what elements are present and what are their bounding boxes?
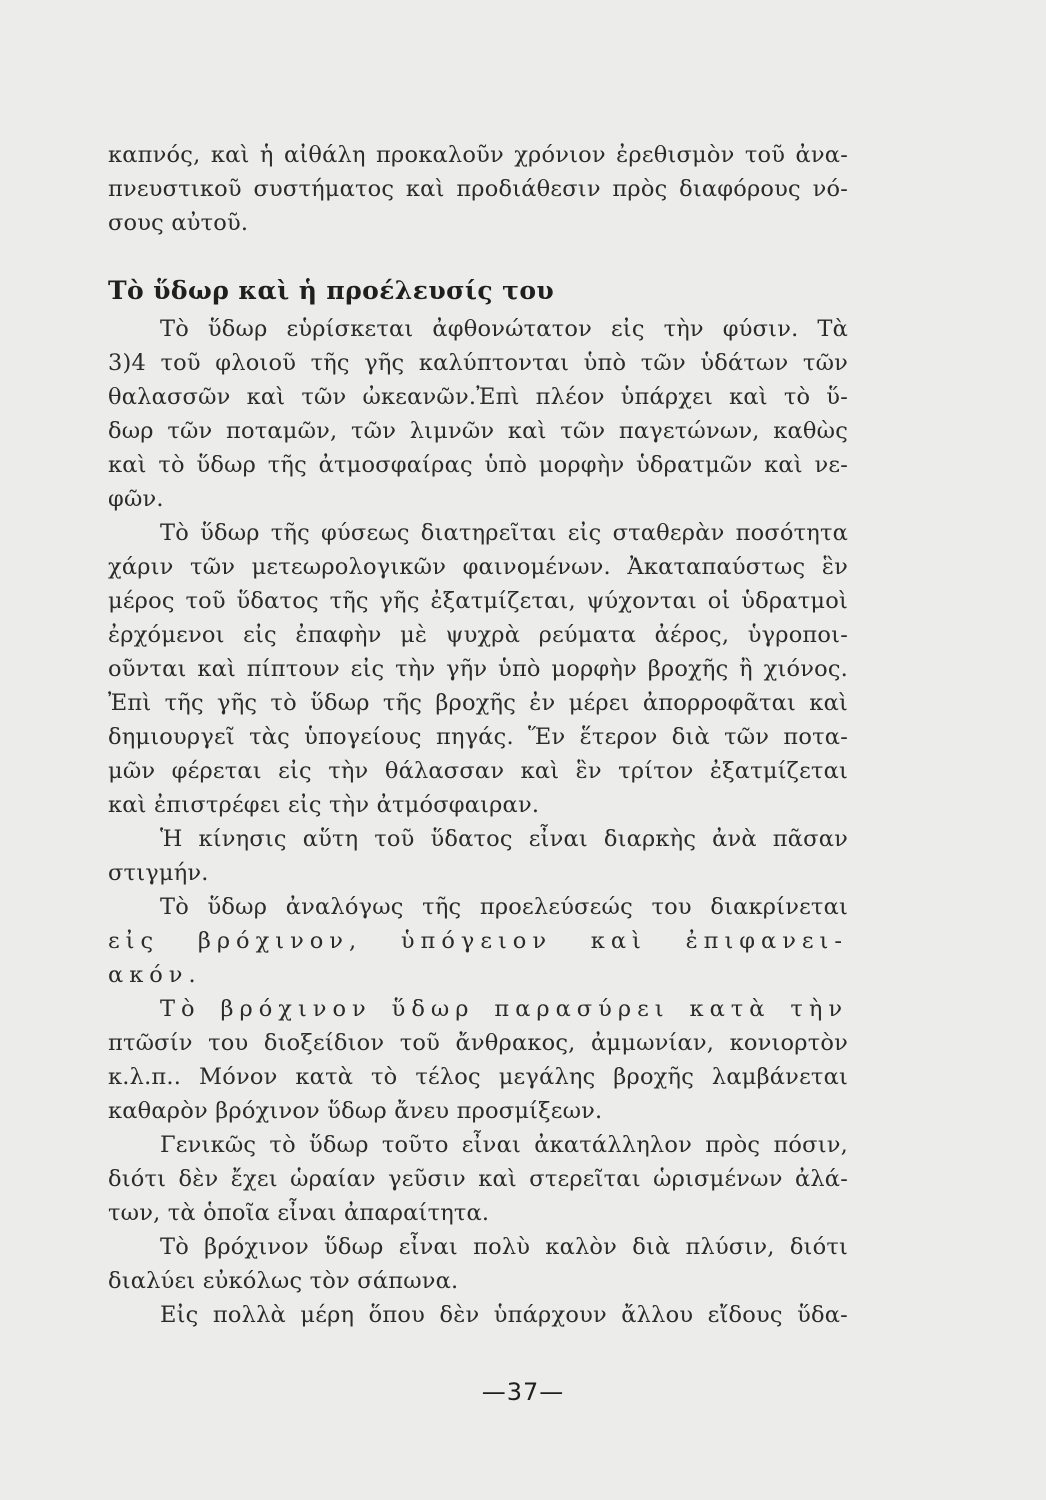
body-line-14: μῶν φέρεται εἰς τὴν θάλασσαν καὶ ἓν τρίτον ἐξατμίζεται [108,758,848,784]
book-page [108,138,848,1332]
intro-line-2: πνευστικοῦ συστήματος καὶ προδιάθεσιν πρὸς διαφόρους νό- [108,176,848,202]
body-line-11: οῦνται καὶ πίπτουν εἰς τὴν γῆν ὑπὸ μορφὴν βροχῆς ἢ χιόνος. [108,656,848,682]
body-line-17: στιγμήν. [108,860,209,886]
body-line-3: θαλασσῶν καὶ τῶν ὠκεανῶν.Ἐπὶ πλέον ὑπάρχει καὶ τὸ ὕ- [108,384,848,410]
intro-line-3: σους αὐτοῦ. [108,210,249,236]
body-line-12: Ἐπὶ τῆς γῆς τὸ ὕδωρ τῆς βροχῆς ἐν μέρει ἀπορροφᾶται καὶ [108,690,848,716]
body-line-19: εἰς βρόχινον, ὑπόγειον καὶ ἐπιφανει- [108,928,848,954]
body-line-6: φῶν. [108,486,164,512]
body-line-28: Τὸ βρόχινον ὕδωρ εἶναι πολὺ καλὸν διὰ πλύσιν, διότι [160,1234,848,1260]
body-line-20: ακόν. [108,962,202,988]
body-line-18: Τὸ ὕδωρ ἀναλόγως τῆς προελεύσεώς του διακρίνεται [160,894,848,920]
body-line-29: διαλύει εὐκόλως τὸν σάπωνα. [108,1268,459,1294]
body-line-7: Τὸ ὕδωρ τῆς φύσεως διατηρεῖται εἰς σταθερὰν ποσότητα [160,520,848,546]
body-line-15: καὶ ἐπιστρέφει εἰς τὴν ἀτμόσφαιραν. [108,792,540,818]
body-line-26: διότι δὲν ἔχει ὡραίαν γεῦσιν καὶ στερεῖται ὡρισμένων ἀλά- [108,1166,848,1192]
body-line-21: Τὸ βρόχινον ὕδωρ παρασύρει κατὰ τὴν [160,996,848,1022]
body-line-5: καὶ τὸ ὕδωρ τῆς ἀτμοσφαίρας ὑπὸ μορφὴν ὑδρατμῶν καὶ νε- [108,452,848,478]
intro-line-1: καπνός, καὶ ἡ αἰθάλη προκαλοῦν χρόνιον ἐρεθισμὸν τοῦ ἀνα- [108,142,848,168]
body-line-25: Γενικῶς τὸ ὕδωρ τοῦτο εἶναι ἀκατάλληλον πρὸς πόσιν, [160,1132,848,1158]
body-line-23: κ.λ.π.. Μόνον κατὰ τὸ τέλος μεγάλης βροχῆς λαμβάνεται [108,1064,848,1090]
body-line-9: μέρος τοῦ ὕδατος τῆς γῆς ἐξατμίζεται, ψύχονται οἱ ὑδρατμοὶ [108,588,848,614]
body-line-4: δωρ τῶν ποταμῶν, τῶν λιμνῶν καὶ τῶν παγετώνων, καθὼς [108,418,848,444]
body-line-16: Ἡ κίνησις αὕτη τοῦ ὕδατος εἶναι διαρκὴς ἀνὰ πᾶσαν [160,826,848,852]
page-number: —37— [481,1378,565,1406]
body-line-24: καθαρὸν βρόχινον ὕδωρ ἄνευ προσμίξεων. [108,1098,603,1124]
body-line-27: των, τὰ ὁποῖα εἶναι ἀπαραίτητα. [108,1200,490,1226]
section-heading: Τὸ ὕδωρ καὶ ἡ προέλευσίς του [108,276,555,305]
body-line-2: 3)4 τοῦ φλοιοῦ τῆς γῆς καλύπτονται ὑπὸ τῶν ὑδάτων τῶν [108,350,848,376]
body-line-1: Τὸ ὕδωρ εὑρίσκεται ἀφθονώτατον εἰς τὴν φύσιν. Τὰ [160,316,848,342]
body-line-10: ἐρχόμενοι εἰς ἐπαφὴν μὲ ψυχρὰ ρεύματα ἀέρος, ὑγροποι- [108,622,848,648]
body-line-8: χάριν τῶν μετεωρολογικῶν φαινομένων. Ἀκαταπαύστως ἓν [108,554,848,580]
body-line-13: δημιουργεῖ τὰς ὑπογείους πηγάς. Ἕν ἕτερον διὰ τῶν ποτα- [108,724,848,750]
body-line-30: Εἰς πολλὰ μέρη ὅπου δὲν ὑπάρχουν ἄλλου εἴδους ὕδα- [160,1302,848,1328]
body-line-22: πτῶσίν του διοξείδιον τοῦ ἄνθρακος, ἀμμωνίαν, κονιορτὸν [108,1030,848,1056]
